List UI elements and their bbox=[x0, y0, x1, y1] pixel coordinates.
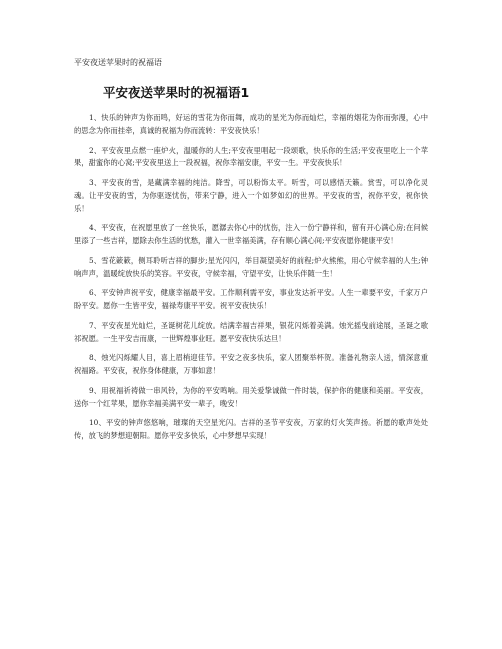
paragraph-3: 3、平安夜的雪，是藏满幸福的纯洁。降雪，可以粉饰太平。听雪，可以感悟天籁。赏雪，可以净化灵魂。让平安夜的雪，为你驱逐忧伤，带来宁静，进入一个如梦如幻的世界。平安夜的雪，祝你平安，祝你快乐！ bbox=[74, 178, 428, 213]
paragraph-4: 4、平安夜，在祝愿里放了一丝快乐，愿潺去你心中的忧伤，注入一份宁静祥和，留有开心满心房;在问候里添了一些吉祥，愿除去你生活的忧愁，灌入一世幸福美满，存有顺心满心间;平安夜愿你健康平安！ bbox=[74, 223, 428, 246]
paragraph-10: 10、平安的钟声悠悠响，璀璨的天空星光闪。吉祥的圣节平安夜，万家的灯火笑声扬。祈愿的歌声处处传，放飞的梦想迎朝阳。愿你平安多快乐，心中梦想早实现！ bbox=[74, 418, 428, 441]
paragraph-2: 2、平安夜里点燃一座炉火，温暖你的人生;平安夜里唱起一段颂歌，快乐你的生活;平安夜里吃上一个苹果，甜蜜你的心窝;平安夜里送上一段祝福，祝你幸福安康，平安一生。平安夜快乐！ bbox=[74, 145, 428, 168]
paragraph-5: 5、雪花簌簌，侧耳聆听吉祥的脚步;星光闪闪，举目凝望美好的前程;炉火熊熊，用心守候幸福的人生;钟响声声，温暖绽放快乐的笑容。平安夜，守候幸福，守望平安，让快乐伴随一生！ bbox=[74, 255, 428, 278]
document-title: 平安夜送苹果时的祝福语1 bbox=[103, 85, 250, 100]
paragraph-6: 6、平安钟声祝平安，健康幸福最平安。工作顺利需平安，事业发达祈平安。人生一辈要平安，千家万户盼平安。愿你一生皆平安，福禄寿康平平安。祝平安夜快乐！ bbox=[74, 288, 428, 311]
document-header: 平安夜送苹果时的祝福语 bbox=[74, 58, 162, 67]
paragraph-8: 8、烛光闪烁耀人目，喜上眉梢迎佳节。平安之夜多快乐，家人团聚举杯贺。准备礼物亲人送，情深意重祝福路。平安夜，祝你身体健康，万事如意！ bbox=[74, 353, 428, 376]
paragraph-1: 1、快乐的钟声为你而鸣，好运的雪花为你而舞，成功的星光为你而灿烂，幸福的烟花为你而弥漫，心中的思念为你而挂牵，真诚的祝福为你而流转：平安夜快乐！ bbox=[74, 113, 428, 135]
paragraph-7: 7、平安夜星光灿烂，圣诞树花儿绽放。结满幸福吉祥果，银花闪烁着美满。烛光摇曳前途展，圣诞之歌祁祝愿。一生平安吉而康，一世辉煌事业旺。愿平安夜快乐达旦！ bbox=[74, 320, 428, 343]
paragraph-9: 9、用祝福祈祷做一串风铃，为你的平安鸣响。用关爱挚诚做一件时装，保护你的健康和美丽。平安夜，送你一个红苹果，愿你幸福美满平安一辈子，晚安！ bbox=[74, 385, 428, 408]
document-body bbox=[74, 112, 428, 450]
